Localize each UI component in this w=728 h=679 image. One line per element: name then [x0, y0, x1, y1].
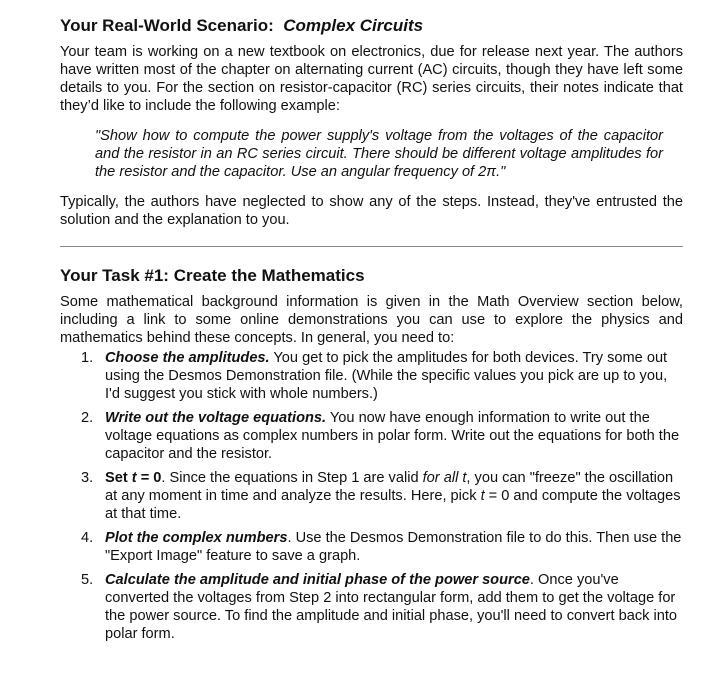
step-number: 3.: [81, 470, 94, 486]
step-lead: Choose the amplitudes.: [105, 350, 270, 366]
step-lead: Plot the complex numbers: [105, 530, 288, 546]
step-text-c: = 0 and compute the voltages at that time.: [105, 488, 681, 522]
scenario-heading: [60, 15, 683, 37]
step-number: 4.: [81, 530, 94, 546]
step-lead: Calculate the amplitude and initial phase of the power source: [105, 572, 530, 588]
list-item-step-1: [81, 349, 683, 403]
step-text: . Use the Desmos Demonstration file to do this. Then use the "Export Image" feature to save a graph.: [105, 530, 682, 564]
scenario-outro: Typically, the authors have neglected to show any of the steps. Instead, they've entrusted the solution and the explanation to you.: [60, 194, 683, 228]
step-text-variable: t: [480, 488, 485, 504]
step-text: You now have enough information to write out the voltage equations as complex numbers in polar form. Write out the equations for both the capacitor and the resistor.: [105, 410, 680, 462]
step-number: 2.: [81, 410, 94, 426]
step-text: You get to pick the amplitudes for both devices. Try some out using the Desmos Demonstration file. (While the specific values you pick are up to you, I'd suggest you stick with whole numbers.): [105, 350, 668, 402]
task-section: [60, 265, 683, 643]
list-item-step-2: [81, 409, 683, 463]
list-item-step-4: [81, 529, 683, 565]
scenario-heading-subtitle: Complex Circuits: [283, 16, 424, 35]
step-lead: Write out the voltage equations.: [105, 410, 327, 426]
scenario-intro: Your team is working on a new textbook on electronics, due for release next year. The authors have written most of the chapter on alternating current (AC) circuits, though they have left some details to you. For the section on resistor-capacitor (RC) series circuits, their notes indicate that they’d like to include the following example:: [60, 44, 683, 114]
task-steps-list: [60, 349, 683, 643]
example-quote: "Show how to compute the power supply's voltage from the voltages of the capacitor and the resistor in an RC series circuit. There should be different voltage amplitudes for the resistor and the capacitor. Use an angular frequency of 2π.": [95, 128, 663, 180]
list-item-step-5: [81, 571, 683, 643]
task-intro: Some mathematical background information is given in the Math Overview section below, including a link to some online demonstrations you can use to explore the physics and mathematics behind these concepts. In general, you need to:: [60, 294, 683, 346]
step-text-b: , you can "freeze" the oscillation at any moment in time and analyze the results. Here, pick: [105, 470, 674, 504]
step-text-a: . Since the equations in Step 1 are valid: [161, 470, 423, 486]
step-number: 5.: [81, 572, 94, 588]
list-item-step-3: [81, 469, 683, 523]
scenario-section: [60, 15, 683, 229]
step-lead-prefix: Set: [105, 470, 132, 486]
step-lead: [105, 470, 161, 486]
task-heading: Your Task #1: Create the Mathematics: [60, 266, 365, 285]
section-divider: [60, 246, 683, 247]
step-lead-variable: t: [131, 470, 137, 486]
step-lead-value: = 0: [136, 470, 162, 486]
scenario-heading-label: Your Real-World Scenario:: [60, 16, 274, 35]
step-text-emphasis: for all t: [422, 470, 467, 486]
step-number: 1.: [81, 350, 94, 366]
step-text: . Once you've converted the voltages from Step 2 into rectangular form, add them to get the voltage for the power source. To find the amplitude and initial phase, you'll need to convert back into polar form.: [105, 572, 678, 642]
